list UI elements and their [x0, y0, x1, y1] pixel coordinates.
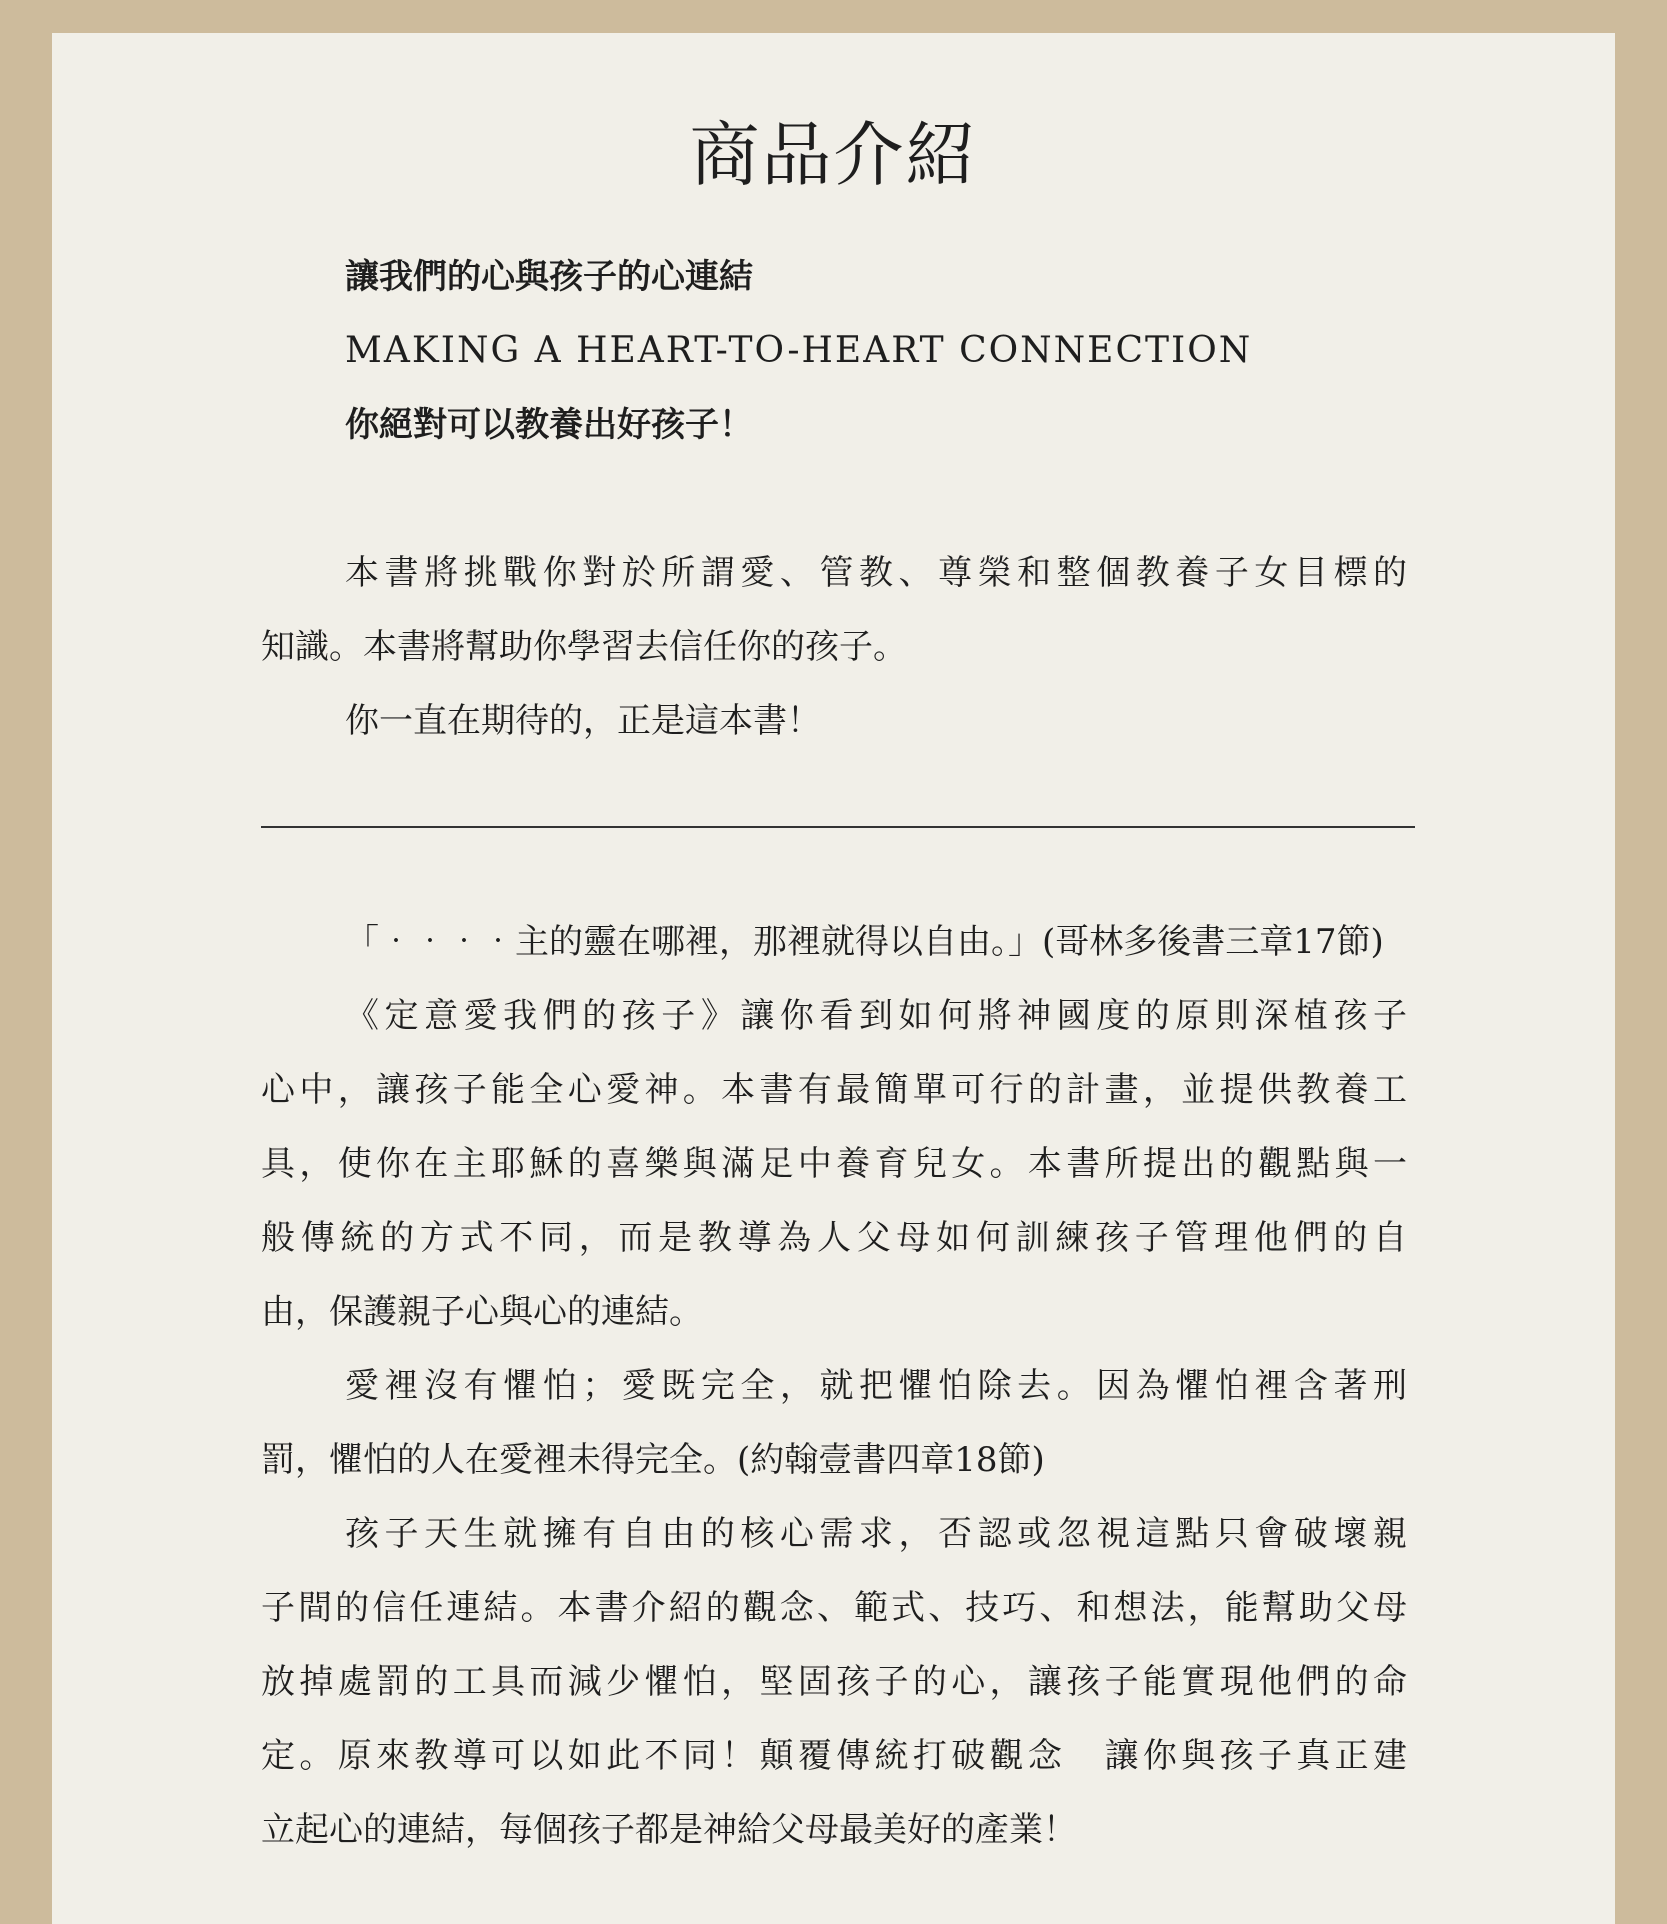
description-body [261, 905, 1407, 1867]
text-line: 立起心的連結，每個孩子都是神給父母最美好的產業！ [261, 1810, 1077, 1850]
scripture-quote: 愛裡沒有懼怕；愛既完全，就把懼怕除去。因為懼怕裡含著刑 [345, 1366, 1407, 1406]
text-line: 子間的信任連結。本書介紹的觀念、範式、技巧、和想法，能幫助父母 [261, 1588, 1407, 1628]
text-line: 由，保護親子心與心的連結。 [261, 1292, 703, 1332]
text-line: 孩子天生就擁有自由的核心需求，否認或忽視這點只會破壞親 [345, 1514, 1407, 1554]
text-line: 定。原來教導可以如此不同！顛覆傳統打破觀念 讓你與孩子真正建 [261, 1736, 1407, 1776]
text-line: 你一直在期待的，正是這本書！ [345, 701, 821, 741]
section-divider [261, 826, 1415, 828]
subtitle-chinese: 讓我們的心與孩子的心連結 [345, 257, 753, 297]
text-line: 罰，懼怕的人在愛裡未得完全。(約翰壹書四章18節) [261, 1440, 1045, 1480]
text-line: 本書將挑戰你對於所謂愛、管教、尊榮和整個教養子女目標的 [345, 553, 1407, 593]
header-block [261, 240, 1407, 462]
text-line: 放掉處罰的工具而減少懼怕，堅固孩子的心，讓孩子能實現他們的命 [261, 1662, 1407, 1702]
text-line: 《定意愛我們的孩子》讓你看到如何將神國度的原則深植孩子 [345, 996, 1407, 1036]
text-line: 心中，讓孩子能全心愛神。本書有最簡單可行的計畫，並提供教養工 [261, 1070, 1407, 1110]
page-title: 商品介紹 [689, 114, 978, 196]
intro-paragraph [261, 536, 1407, 758]
subtitle-english: MAKING A HEART-TO-HEART CONNECTION [345, 330, 1253, 371]
text-line: 知識。本書將幫助你學習去信任你的孩子。 [261, 627, 907, 667]
text-line: 般傳統的方式不同，而是教導為人父母如何訓練孩子管理他們的自 [261, 1218, 1407, 1258]
scripture-quote: 「‧‧‧‧主的靈在哪裡，那裡就得以自由。」(哥林多後書三章17節) [345, 922, 1384, 962]
tagline: 你絕對可以教養出好孩子！ [345, 405, 753, 445]
text-line: 具，使你在主耶穌的喜樂與滿足中養育兒女。本書所提出的觀點與一 [261, 1144, 1407, 1184]
